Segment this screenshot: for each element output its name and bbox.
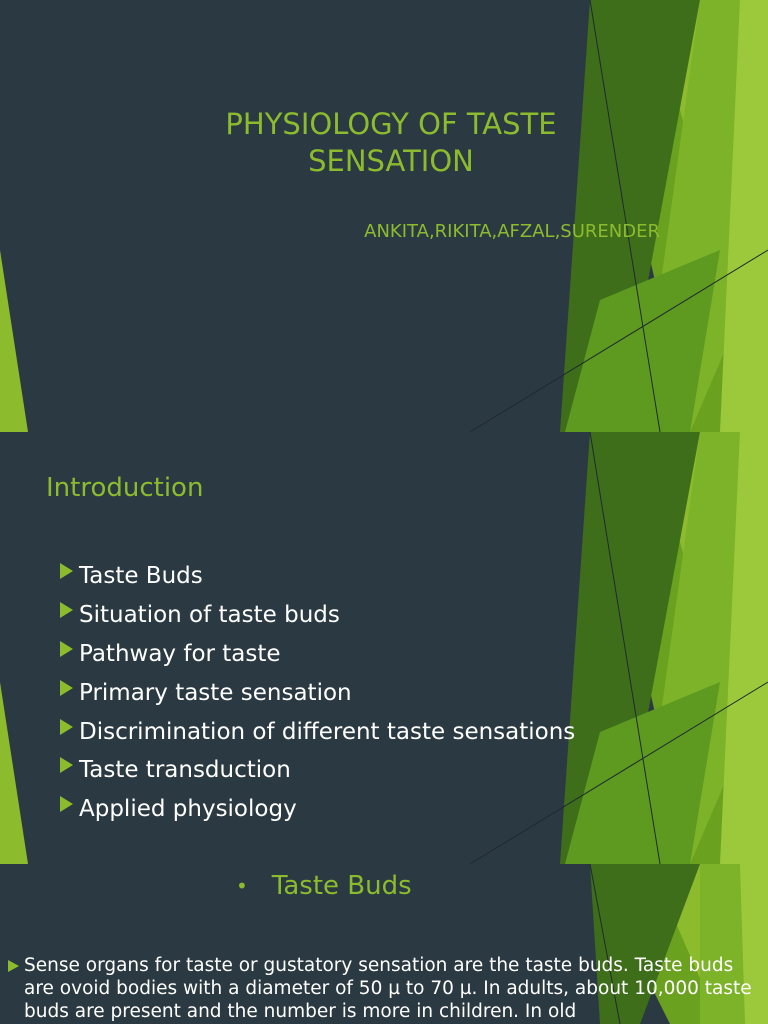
triangle-bullet-icon <box>60 563 73 579</box>
introduction-heading: Introduction <box>46 473 204 503</box>
list-item: Pathway for taste <box>60 635 575 674</box>
triangle-bullet-icon <box>60 680 73 696</box>
green-facet-decoration <box>0 0 768 432</box>
triangle-bullet-icon <box>60 796 73 812</box>
bullet-dot-icon: • <box>236 874 248 898</box>
triangle-bullet-icon <box>8 960 19 972</box>
triangle-bullet-icon <box>60 719 73 735</box>
title-line-2: SENSATION <box>308 144 474 178</box>
taste-buds-paragraph <box>8 954 764 1023</box>
list-item: Taste transduction <box>60 751 575 790</box>
taste-buds-heading <box>236 871 412 901</box>
taste-buds-heading-text: Taste Buds <box>271 871 412 901</box>
list-item: Applied physiology <box>60 790 575 829</box>
title-slide <box>0 0 768 432</box>
list-item: Taste Buds <box>60 557 575 596</box>
title-line-1: PHYSIOLOGY OF TASTE <box>225 107 557 141</box>
agenda-list <box>60 557 575 829</box>
list-item: Situation of taste buds <box>60 596 575 635</box>
triangle-bullet-icon <box>60 602 73 618</box>
list-item: Primary taste sensation <box>60 673 575 712</box>
triangle-bullet-icon <box>60 641 73 657</box>
authors-subtitle: ANKITA,RIKITA,AFZAL,SURENDER <box>364 221 660 242</box>
triangle-bullet-icon <box>60 757 73 773</box>
slide-title <box>150 106 632 180</box>
list-item: Discrimination of different taste sensations <box>60 712 575 751</box>
paragraph-text: Sense organs for taste or gustatory sensation are the taste buds. Taste buds are ovoid bodies with a diameter of 50 µ to 70 µ. In adults, about 10,000 taste buds are present and the number is more in children. In old <box>24 955 752 1022</box>
